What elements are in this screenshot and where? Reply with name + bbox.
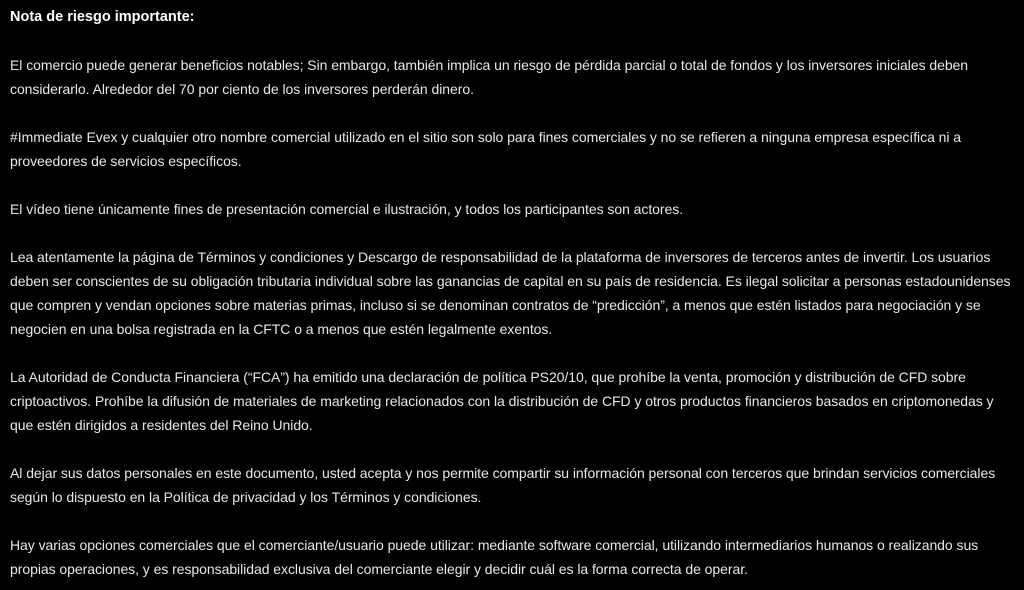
disclaimer-paragraph-video: El vídeo tiene únicamente fines de presentación comercial e ilustración, y todos los participantes son actores. (10, 201, 684, 217)
disclaimer-paragraph-risk: El comercio puede generar beneficios notables; Sin embargo, también implica un riesgo de pérdida parcial o total de fondos y los inversores iniciales deben considerarlo. Alrededor del 70 por ciento de los inversores perderán dinero. (10, 57, 969, 97)
disclaimer-paragraph-privacy: Al dejar sus datos personales en este documento, usted acepta y nos permite compartir su información personal con terceros que brindan servicios comerciales según lo dispuesto en la Política de privacidad y los Términos y condiciones. (10, 465, 996, 505)
disclaimer-paragraph-fca: La Autoridad de Conducta Financiera (“FCA”) ha emitido una declaración de política PS20/10, que prohíbe la venta, promoción y distribución de CFD sobre criptoactivos. Prohíbe la difusión de materiales de marketing relacionados con la distribución de CFD y otros productos financieros basados en criptomonedas y que estén dirigidos a residentes del Reino Unido. (10, 369, 994, 433)
disclaimer-paragraph-terms: Lea atentamente la página de Términos y condiciones y Descargo de responsabilidad de la plataforma de inversores de terceros antes de invertir. Los usuarios deben ser conscientes de su obligación tributaria individual sobre las ganancias de capital en su país de residencia. Es ilegal solicitar a personas estadounidenses que compren y vendan opciones sobre materias primas, incluso si se denominan contratos de “predicción”, a menos que estén listados para negociación y se negocien en una bolsa registrada en la CFTC o a menos que estén legalmente exentos. (10, 249, 1011, 337)
disclaimer-paragraph-trade-name: #Immediate Evex y cualquier otro nombre comercial utilizado en el sitio son solo para fines comerciales y no se refieren a ninguna empresa específica ni a proveedores de servicios específicos. (10, 129, 962, 169)
disclaimer-title: Nota de riesgo importante: (10, 9, 195, 25)
disclaimer-paragraph-options: Hay varias opciones comerciales que el comerciante/usuario puede utilizar: mediante software comercial, utilizando intermediarios humanos o realizando sus propias operaciones, y es responsabilidad exclusiva del comerciante elegir y decidir cuál es la forma correcta de operar. (10, 537, 979, 577)
